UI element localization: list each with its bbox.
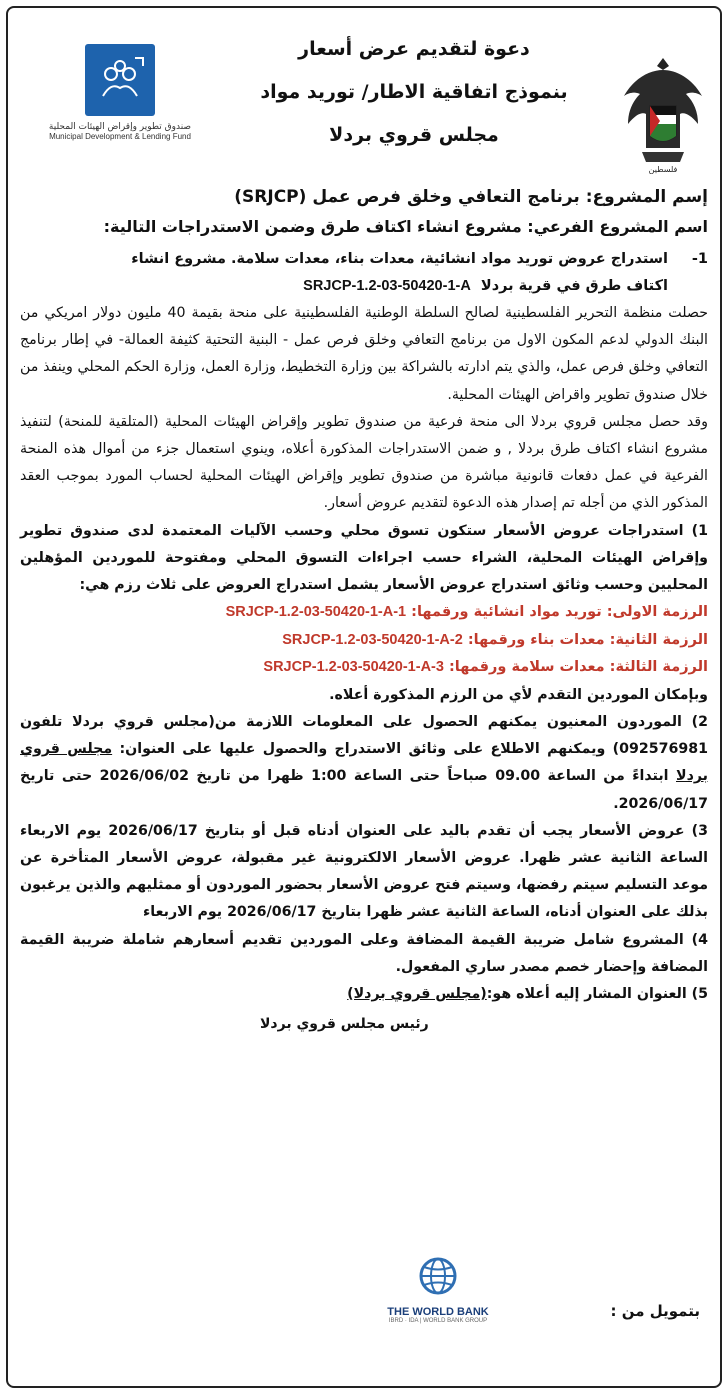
clause-1: 1) استدراجات عروض الأسعار ستكون تسوق محلي وحسب الآليات المعتمدة لدى صندوق تطوير وإقراض الهيئات المحلية، الشراء حسب اجراءات التسوق المحلي ومفتوحة للموردين المؤهلين المحليين وحسب وثائق استدراج عروض الأسعار يشمل استدراج العروض على ثلاث رزم هي: [20,522,708,594]
package-3 [20,654,708,682]
package-2-code: SRJCP-1.2-03-50420-1-A-2 [282,631,463,648]
title-line-1: دعوة لتقديم عرض أسعار [298,38,530,60]
packages-note: وبإمكان الموردين التقدم لأي من الرزم المذكورة أعلاه. [329,686,708,703]
title-line-2: بنموذج اتفاقية الاطار/ توريد مواد [260,81,568,103]
mdlf-logo-mark [85,44,155,116]
announcement-page [6,6,722,1388]
clause-2-address: مجلس قروي بردلا [20,741,708,785]
footer [8,1246,720,1386]
item-1-line-1: استدراج عروض توريد مواد انشائية، معدات بناء، معدات سلامة. مشروع انشاء [131,251,668,267]
clause-2-dates: ابتداءً من الساعة 09.00 صباحاً حتى الساعة 1:00 ظهرا من تاريخ 2026/06/02 حتى تاريخ 2026/06/17. [20,768,708,812]
mdlf-logo [22,44,218,141]
package-1-label: الرزمة الاولى: توريد مواد انشائية ورقمها: [411,604,708,621]
globe-icon [418,1256,458,1302]
world-bank-sub: IBRD · IDA | WORLD BANK GROUP [388,1318,488,1324]
world-bank-logo [378,1256,498,1324]
emblem-caption: فلسطين [648,165,678,174]
paragraph-2: وقد حصل مجلس قروي بردلا الى منحة فرعية من صندوق تطوير وإقراض الهيئات المحلية (المتلقية للمنحة) لتنفيذ مشروع انشاء اكتاف طرق بردلا , و ضمن الاستدراجات المذكورة أعلاه، وينوي استعمال جزء من أموال هذه المنحة الفرعية في عمل دفعات قانونية مباشرة من صندوق تطوير وإقراض الهيئات المحلية لحساب المورد بموجب العقد المذكور الذي من أجله تم إصدار هذه الدعوة لتقديم عروض أسعار. [20,413,708,512]
clause-2-text: 2) الموردون المعنيون يمكنهم الحصول على المعلومات اللازمة من(مجلس قروي بردلا تلفون 092576981) ويمكنهم الاطلاع على وثائق الاستدراج والحصول عليها على العنوان: [20,713,708,758]
package-1 [20,599,708,627]
item-1-code: SRJCP-1.2-03-50420-1-A [303,278,471,294]
funding-label: بتمويل من : [610,1302,700,1320]
signature: رئيس مجلس قروي بردلا [260,1016,429,1033]
title-block [218,36,610,165]
package-2-label: الرزمة الثانية: معدات بناء ورقمها: [467,631,708,648]
world-bank-name: THE WORLD BANK [387,1306,489,1318]
subproject-name: اسم المشروع الفرعي: مشروع انشاء اكتاف طرق وضمن الاستدراجات التالية: [103,217,708,236]
clause-3: 3) عروض الأسعار يجب أن تقدم باليد على العنوان أدناه قبل أو بتاريخ 2026/06/17 يوم الاربعاء الساعة الثانية عشر ظهرا. عروض الأسعار الالكترونية غير مقبولة، عروض الأسعار المتأخرة عن موعد التسليم سيتم رفضها، وسيتم فتح عروض الأسعار بحضور الموردون أو ممثليهم والذين يرغبون بذلك على العنوان أدناه، الساعة الثانية عشر ظهرا بتاريخ 2026/06/17 يوم الاربعاء [20,822,708,921]
clause-5-address: (مجلس قروي بردلا) [347,985,487,1002]
project-name: إسم المشروع: برنامج التعافي وخلق فرص عمل (SRJCP) [234,187,708,207]
mdlf-name-en: Municipal Development & Lending Fund [49,132,191,141]
package-2 [20,627,708,655]
package-1-code: SRJCP-1.2-03-50420-1-A-1 [225,604,407,621]
palestine-eagle-emblem [620,52,706,174]
item-1-number: 1- [691,251,708,267]
item-1 [20,246,708,300]
header [8,8,720,178]
paragraph-1: حصلت منظمة التحرير الفلسطينية لصالح السلطة الوطنية الفلسطينية على منحة بقيمة 40 مليون دولار امريكي من البنك الدولي لدعم المكون الاول من برنامج التعافي وخلق فرص عمل - البنية التحتية كثيفة العمالة- في إطار برنامج التعافي وخلق فرص عمل، والذي يتم ادارته بالشراكة بين وزارة التخطيط، وزارة العمل، وزارة الحكم المحلي وينفذ من خلال صندوق تطوير واقراض الهيئات المحلية. [20,305,709,403]
title-line-3: مجلس قروي بردلا [329,124,499,146]
clause-2 [20,709,708,818]
item-1-line-2: اكتاف طرق في قرية بردلا [480,278,668,294]
clause-5 [20,981,708,1008]
mdlf-name-ar: صندوق تطوير وإقراض الهيئات المحلية [48,122,192,132]
clause-5-text: 5) العنوان المشار إليه أعلاه هو: [486,985,708,1002]
clause-4: 4) المشروع شامل ضريبة القيمة المضافة وعلى الموردين تقديم أسعارهم شاملة ضريبة القيمة المضافة وإحضار خصم مصدر ساري المفعول. [20,931,708,975]
body [8,182,720,1032]
package-3-code: SRJCP-1.2-03-50420-1-A-3 [263,659,444,676]
package-3-label: الرزمة الثالثة: معدات سلامة ورقمها: [449,659,708,676]
